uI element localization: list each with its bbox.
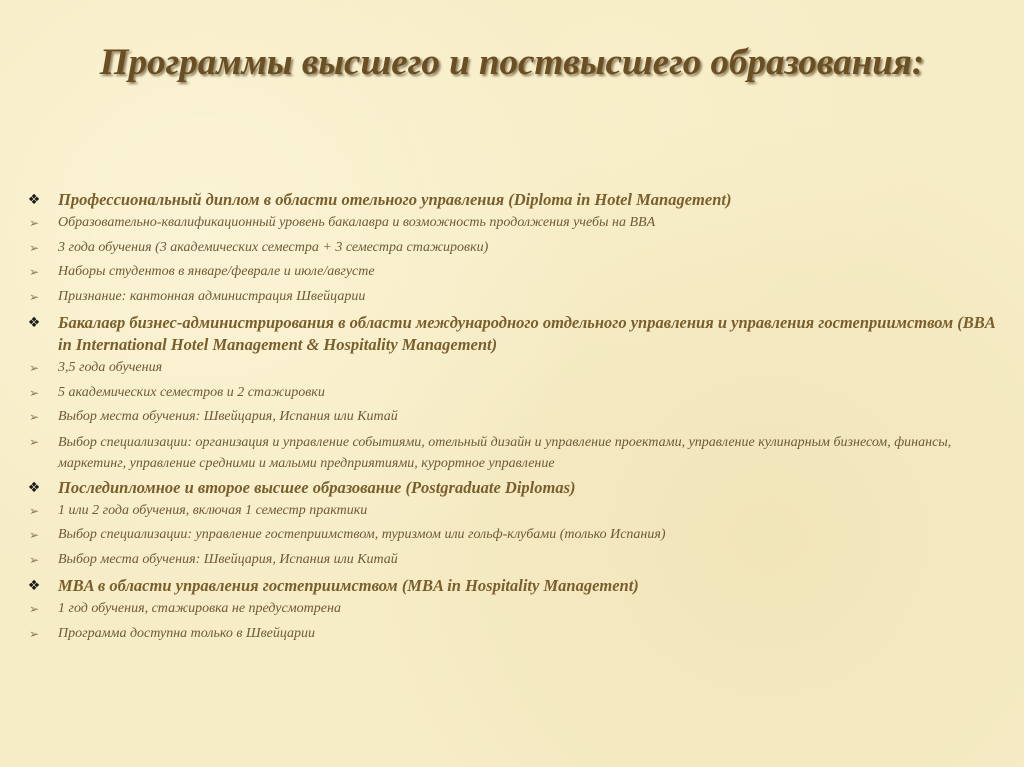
list-item-text: Выбор места обучения: Швейцария, Испания или Китай — [58, 409, 398, 424]
list-item-text: Выбор места обучения: Швейцария, Испания или Китай — [58, 551, 398, 567]
list-item-text: Выбор специализации: управление гостеприимством, туризмом или гольф-клубами (только Испания) — [58, 527, 666, 542]
bullet-list — [22, 186, 1012, 646]
arrowhead-bullet-icon: ➢ — [28, 289, 40, 304]
list-item — [22, 597, 1012, 622]
list-item — [22, 356, 1012, 381]
list-item-text: Признание: кантонная администрация Швейцарии — [58, 288, 366, 304]
list-item-text: 3 года обучения (3 академических семестра + 3 семестра стажировки) — [58, 239, 489, 255]
list-item — [22, 622, 1012, 647]
list-item — [22, 211, 1012, 236]
arrowhead-bullet-icon: ➢ — [28, 216, 40, 230]
list-item — [22, 499, 1012, 524]
list-item — [22, 432, 1012, 474]
list-item — [22, 285, 1012, 310]
arrowhead-bullet-icon: ➢ — [28, 410, 40, 424]
diamond-bullet-icon: ❖ — [27, 578, 41, 594]
list-item — [22, 523, 1012, 548]
arrowhead-bullet-icon: ➢ — [28, 602, 40, 616]
list-item-text: 1 год обучения, стажировка не предусмотрена — [58, 601, 341, 616]
section-heading — [22, 575, 1012, 597]
section-heading-text: Последипломное и второе высшее образование (Postgraduate Diplomas) — [58, 477, 576, 497]
list-item-text: 1 или 2 года обучения, включая 1 семестр практики — [58, 502, 368, 518]
list-item-text: Выбор специализации: организация и управление событиями, отельный дизайн и управление проектами, управление кулинарным бизнесом, финансы, маркетинг, управление средними и малыми предприятиями, курортное управление — [58, 434, 952, 471]
arrowhead-bullet-icon: ➢ — [28, 385, 40, 400]
arrowhead-bullet-icon: ➢ — [28, 503, 40, 518]
section-heading-text: MBA в области управления гостеприимством (MBA in Hospitality Management) — [58, 576, 639, 595]
diamond-bullet-icon: ❖ — [27, 315, 41, 331]
slide-title: Программы высшего и поствысшего образования: — [99, 42, 925, 83]
section-heading — [22, 189, 1012, 211]
arrowhead-bullet-icon: ➢ — [28, 434, 40, 449]
list-item — [22, 236, 1012, 261]
list-item-text: Образовательно-квалификационный уровень бакалавра и возможность продолжения учебы на BBA — [58, 215, 656, 230]
arrowhead-bullet-icon: ➢ — [28, 361, 40, 375]
list-item — [22, 405, 1012, 430]
list-item — [22, 548, 1012, 573]
list-item-text: Наборы студентов в январе/феврале и июле/августе — [58, 264, 375, 279]
arrowhead-bullet-icon: ➢ — [28, 626, 40, 641]
section-heading — [22, 477, 1012, 499]
arrowhead-bullet-icon: ➢ — [28, 265, 40, 279]
arrowhead-bullet-icon: ➢ — [28, 240, 40, 255]
list-item-text: Программа доступна только в Швейцарии — [58, 625, 316, 641]
list-item — [22, 381, 1012, 406]
diamond-bullet-icon: ❖ — [27, 479, 41, 496]
section-heading-text: Бакалавр бизнес-администрирования в области международного отдельного управления и управления гостеприимством (BBA in International Hotel Management & Hospitality Management) — [58, 313, 995, 354]
list-item-text: 3,5 года обучения — [58, 360, 163, 375]
section-heading-text: Профессиональный диплом в области отельного управления (Diploma in Hotel Management) — [58, 190, 732, 209]
arrowhead-bullet-icon: ➢ — [28, 552, 40, 567]
list-item-text: 5 академических семестров и 2 стажировки — [58, 384, 325, 400]
diamond-bullet-icon: ❖ — [27, 192, 41, 208]
list-item — [22, 260, 1012, 285]
arrowhead-bullet-icon: ➢ — [28, 528, 40, 542]
section-heading — [22, 312, 1012, 356]
